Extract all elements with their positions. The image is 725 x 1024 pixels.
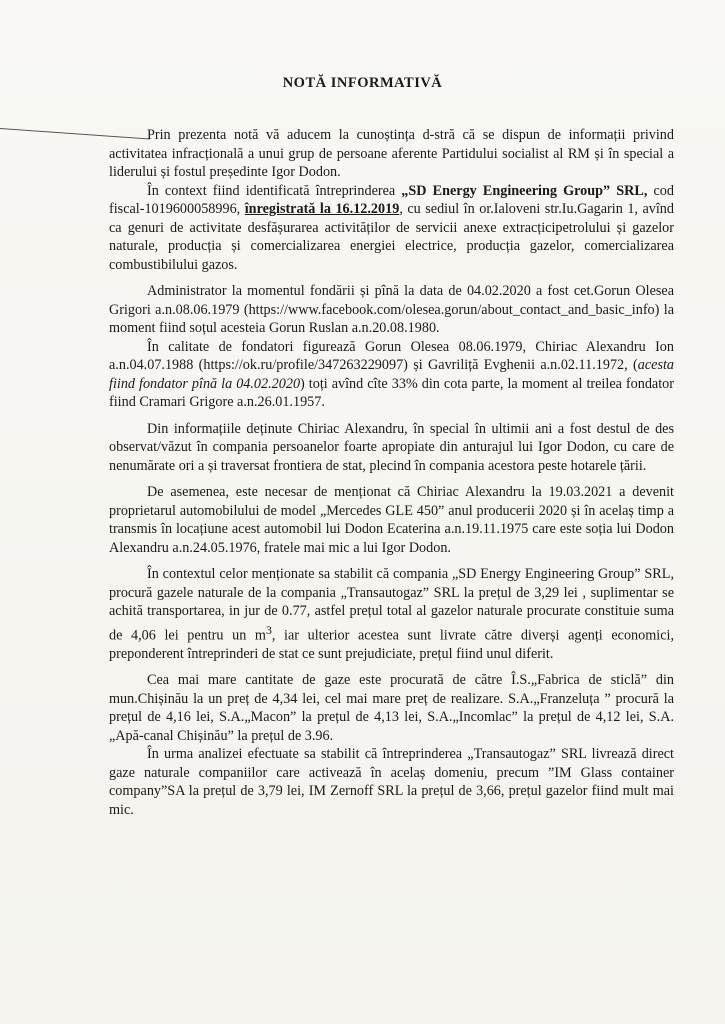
company-name: „SD Energy Engineering Group” SRL, xyxy=(401,182,648,199)
paragraph-text: ) toți avînd cîte 33% din cota parte, la moment al treilea fondator fiind Cramari Grigore a.n.26.01.1957. xyxy=(109,375,674,410)
superscript: 3 xyxy=(265,622,272,637)
paragraph-founders xyxy=(109,338,674,412)
registration-date: înregistrată la 16.12.2019 xyxy=(244,201,400,217)
paragraph-automobile: De asemenea, este necesar de menționat că Chiriac Alexandru la 19.03.2021 a devenit proprietarul automobilului de model „Mercedes GLE 450” anul producerii 2020 și în acelaș timp a transmis în locațiune acest automobil lui Dodon Ecaterina a.n.19.11.1975 care este soția lui Dodon Alexandru a.n.24.05.1976, fratele mai mic a lui Igor Dodon. xyxy=(109,484,674,556)
document-body xyxy=(109,126,674,819)
paragraph-intro: Prin prezenta notă vă aducem la cunoștința d-stră că se dispun de informații privind activitatea infracțională a unui grup de persoane aferente Partidului socialist al RM și în special a liderului și fostul președinte Igor Dodon. xyxy=(109,127,674,180)
paragraph-text: În contextul celor menționate sa stabilit că compania „SD Energy Engineering Group” SRL, procură gazele naturale de la compania „Transautogaz” SRL la prețul de 3,29 lei , suplimentar se achită transportarea, in jur de 0.77, astfel prețul total al gazelor naturale procurate constituie suma de 4,06 lei pentru un m xyxy=(109,566,674,644)
paragraph-gas-price xyxy=(109,565,674,663)
paragraph-buyers: Cea mai mare cantitate de gaze este procurată de către Î.S.„Fabrica de sticlă” din mun.Chișinău la un preț de 4,34 lei, cel mai mare preț de realizare. S.A.„Franzeluța ” procură la prețul de 4,16 lei, S.A.„Macon” la prețul de 4,13 lei, S.A.„Incomlac” la prețul de 4,12 lei, S.A. „Apă-canal Chișinău” la prețul de 3.96. xyxy=(109,672,674,744)
paragraph-analysis: În urma analizei efectuate sa stabilit că întreprinderea „Transautogaz” SRL livrează direct gaze naturale companiilor care activează în acelaș domeniu, precum ”IM Glass container company”SA la prețul de 3,79 lei, IM Zernoff SRL la prețul de 3,66, prețul gazelor fiind mult mai mic. xyxy=(109,746,674,818)
paragraph-text: , cu sediul în or.Ialoveni str.Iu.Gagarin 1, avînd ca genuri de activitate desfășurarea activităților de servicii anexe extracțicipetrolului și gazelor naturale, producția și comercializarea energiei electrice, producția gazelor, comercializarea combustibilului gazos. xyxy=(109,201,674,273)
paragraph-observed: Din informațiile deținute Chiriac Alexandru, în special în ultimii ani a fost destul de des observat/văzut în compania persoanelor foarte apropiate din anturajul lui Igor Dodon, cu care de nenumărate ori a și traversat frontiera de stat, plecind în compania acestora peste hotarele țării. xyxy=(109,420,674,474)
founder-note: acesta fiind fondator pînă la 04.02.2020 xyxy=(109,357,674,392)
paragraph-text: În calitate de fondatori figurează Gorun Olesea 08.06.1979, Chiriac Alexandru Ion a.n.04.07.1988 (https://ok.ru/profile/347263229097) și Gavriliță Evghenii a.n.02.11.1972, ( xyxy=(109,338,674,373)
paragraph-text: cod fiscal-1019600058996, xyxy=(109,182,674,217)
paragraph-administrator: Administrator la momentul fondării și pînă la data de 04.02.2020 a fost cet.Gorun Olesea Grigori a.n.08.06.1979 (https://www.facebook.com/olesea.gorun/about_contact_and_basic_info) la moment fiind soțul acesteia Gorun Ruslan a.n.20.08.1980. xyxy=(109,283,674,336)
paragraph-text: , iar ulterior acestea sunt livrate către diverși agenți economici, preponderent întreprinderi de stat ce sunt prejudiciate, prețul fiind unul diferit. xyxy=(109,627,674,662)
paragraph-company xyxy=(109,182,674,275)
paragraph-text: În context fiind identificată întreprinderea xyxy=(147,182,402,199)
document-title: NOTĂ INFORMATIVĂ xyxy=(282,75,443,91)
